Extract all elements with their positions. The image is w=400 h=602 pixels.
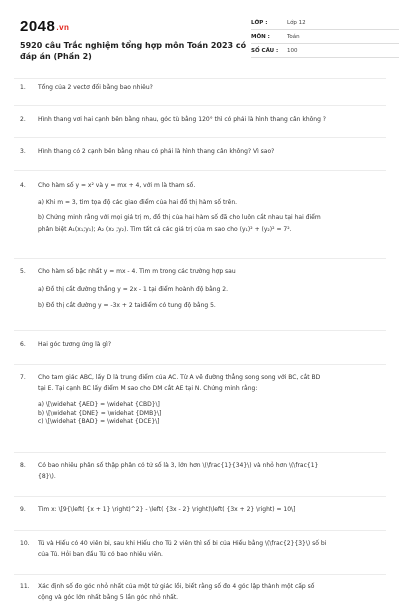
question-number: 8. bbox=[20, 462, 34, 471]
question-text: Cho hàm số y = x² và y = mx + 4, với m là tham số. bbox=[38, 182, 380, 191]
question-part-a: a) Đồ thị cắt đường thẳng y = 2x - 1 tại điểm hoành độ bằng 2. bbox=[38, 286, 380, 295]
divider bbox=[14, 170, 386, 171]
question-number: 3. bbox=[20, 148, 34, 157]
question-5 bbox=[20, 268, 380, 311]
info-row-count bbox=[251, 44, 399, 58]
info-row-subject bbox=[251, 30, 399, 44]
question-number: 10. bbox=[20, 540, 34, 549]
info-row-class bbox=[251, 16, 399, 30]
info-key: SỐ CÂU : bbox=[251, 48, 281, 54]
divider bbox=[14, 137, 386, 138]
question-part-a: a) Khi m = 3, tìm tọa độ các giao điểm của hai đồ thị hàm số trên. bbox=[38, 199, 380, 208]
info-key: LỚP : bbox=[251, 20, 281, 26]
question-text: Xác định số đo góc nhỏ nhất của một tứ giác lồi, biết rằng số đo 4 góc lập thành một cấp số bbox=[38, 583, 380, 592]
question-number: 5. bbox=[20, 268, 34, 277]
question-11 bbox=[20, 583, 380, 602]
divider bbox=[14, 258, 386, 259]
question-text: Tìm x: \[9{\left( {x + 1} \right)^2} - \left( {3x - 2} \right)\left( {3x + 2} \right) = 10\] bbox=[38, 506, 380, 515]
divider bbox=[14, 78, 386, 79]
question-text: Hình thang vơi hai cạnh bên bằng nhau, góc tù bằng 120° thì có phải là hình thang cân không ? bbox=[38, 116, 380, 125]
question-number: 1. bbox=[20, 84, 34, 93]
question-part-b: b) Chứng minh rằng với mọi giá trị m, đồ thị của hai hàm số đã cho luôn cắt nhau tại hai điểm bbox=[38, 214, 380, 223]
question-part-b-cont: phân biệt A₁(x₁;y₁); A₂ (x₂ ;y₂). Tìm tất cả các giá trị của m sao cho (y₁)² + (y₂)² = 7². bbox=[38, 226, 380, 235]
question-text: Hai góc tương ứng là gì? bbox=[38, 341, 380, 350]
divider bbox=[14, 452, 386, 453]
info-value: 100 bbox=[281, 48, 399, 54]
question-4 bbox=[20, 182, 380, 234]
info-table bbox=[251, 16, 399, 58]
question-text-cont: của Tú. Hỏi ban đầu Tú có bao nhiêu viên. bbox=[38, 551, 380, 560]
question-number: 2. bbox=[20, 116, 34, 125]
question-8 bbox=[20, 462, 380, 481]
question-part-c: c) \[\widehat {BAD} = \widehat {DCE}\] bbox=[38, 418, 380, 427]
info-value: Toán bbox=[281, 34, 399, 40]
question-text: Cho tam giác ABC, lấy D là trung điểm của AC. Từ A vẽ đường thẳng song song với BC, cắt BD bbox=[38, 374, 380, 383]
divider bbox=[14, 530, 386, 531]
site-logo[interactable] bbox=[20, 18, 69, 35]
info-value: Lớp 12 bbox=[281, 20, 399, 26]
question-text: Có bao nhiêu phân số thập phân có tử số là 3, lớn hơn \(\frac{1}{34}\) và nhỏ hơn \(\frac{1} bbox=[38, 462, 380, 471]
question-10 bbox=[20, 540, 380, 559]
question-text-cont: cộng và góc lớn nhất bằng 5 lần góc nhỏ nhất. bbox=[38, 594, 380, 602]
question-2 bbox=[20, 116, 380, 125]
question-text: Tú và Hiếu có 40 viên bi, sau khi Hiếu cho Tú 2 viên thì số bi của Hiếu bằng \(\frac{2}{3}\) số bi bbox=[38, 540, 380, 549]
question-number: 7. bbox=[20, 374, 34, 383]
document-title: 5920 câu Trắc nghiệm tổng hợp môn Toán 2023 có đáp án (Phần 2) bbox=[20, 40, 250, 62]
question-part-b: b) Đồ thị cắt đường y = -3x + 2 taiđiểm có tung độ bằng 5. bbox=[38, 302, 380, 311]
question-number: 4. bbox=[20, 182, 34, 191]
question-7 bbox=[20, 374, 380, 427]
question-6 bbox=[20, 341, 380, 350]
question-number: 11. bbox=[20, 583, 34, 592]
question-3 bbox=[20, 148, 380, 157]
divider bbox=[14, 330, 386, 331]
divider bbox=[14, 364, 386, 365]
question-text-cont: {8}\). bbox=[38, 473, 380, 482]
question-9 bbox=[20, 506, 380, 515]
question-text: Hình thang có 2 cạnh bên bằng nhau có phải là hình thang cân không? Vì sao? bbox=[38, 148, 380, 157]
question-part-b: b) \[\widehat {DNE} = \widehat {DMB}\] bbox=[38, 410, 380, 419]
divider bbox=[14, 496, 386, 497]
question-text: Tổng của 2 vectơ đối bằng bao nhiêu? bbox=[38, 84, 380, 93]
question-text-cont: tại E. Tại cạnh BC lấy điểm M sao cho DM cắt AE tại N. Chứng minh rằng: bbox=[38, 385, 380, 394]
divider bbox=[14, 574, 386, 575]
divider bbox=[14, 105, 386, 106]
page-header bbox=[20, 10, 386, 70]
question-part-a: a) \[\widehat {AED} = \widehat {CBD}\] bbox=[38, 401, 380, 410]
logo-suffix: .vn bbox=[56, 23, 69, 32]
logo-number: 2048 bbox=[20, 18, 55, 35]
question-number: 9. bbox=[20, 506, 34, 515]
question-number: 6. bbox=[20, 341, 34, 350]
question-text: Cho hàm số bậc nhất y = mx - 4. Tìm m trong các trường hợp sau bbox=[38, 268, 380, 277]
info-key: MÔN : bbox=[251, 34, 281, 40]
question-1 bbox=[20, 84, 380, 93]
